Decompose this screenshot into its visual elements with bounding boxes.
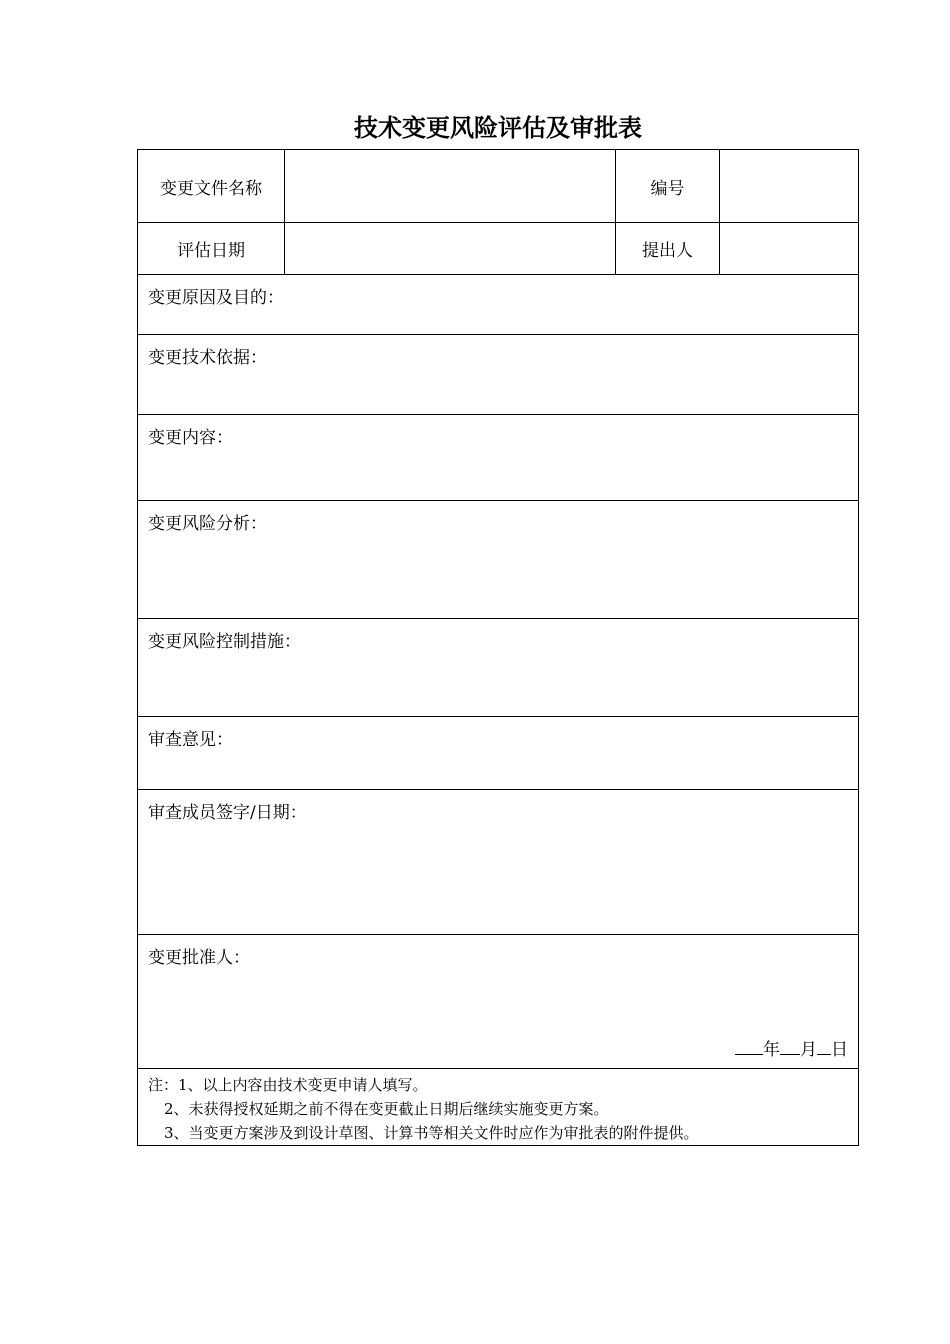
header-row-doc bbox=[138, 150, 859, 223]
month-label: 月 bbox=[800, 1040, 817, 1060]
content-field[interactable] bbox=[138, 415, 859, 501]
note-line-3: 3、当变更方案涉及到设计草图、计算书等相关文件时应作为审批表的附件提供。 bbox=[164, 1124, 699, 1142]
month-blank[interactable] bbox=[780, 1038, 800, 1055]
number-field[interactable] bbox=[720, 150, 859, 223]
risk-analysis-label: 变更风险分析： bbox=[148, 514, 267, 534]
review-opinion-row bbox=[138, 717, 859, 790]
basis-row bbox=[138, 335, 859, 415]
notes-row bbox=[138, 1069, 859, 1146]
day-blank[interactable] bbox=[817, 1038, 831, 1055]
risk-control-field[interactable] bbox=[138, 619, 859, 717]
basis-label: 变更技术依据： bbox=[148, 348, 267, 368]
content-row bbox=[138, 415, 859, 501]
proposer-field[interactable] bbox=[720, 223, 859, 275]
review-sign-field[interactable] bbox=[138, 790, 859, 935]
doc-name-label: 变更文件名称 bbox=[138, 150, 285, 223]
year-label: 年 bbox=[763, 1040, 780, 1060]
approval-date-line bbox=[735, 1035, 848, 1060]
risk-control-label: 变更风险控制措施： bbox=[148, 632, 301, 652]
content-label: 变更内容： bbox=[148, 428, 233, 448]
review-sign-row bbox=[138, 790, 859, 935]
proposer-label: 提出人 bbox=[616, 223, 720, 275]
reason-label: 变更原因及目的： bbox=[148, 288, 284, 308]
review-opinion-label: 审查意见： bbox=[148, 730, 233, 750]
risk-analysis-row bbox=[138, 501, 859, 619]
eval-date-field[interactable] bbox=[285, 223, 616, 275]
year-blank[interactable] bbox=[735, 1038, 763, 1055]
review-opinion-field[interactable] bbox=[138, 717, 859, 790]
note-line-2: 2、未获得授权延期之前不得在变更截止日期后继续实施变更方案。 bbox=[164, 1100, 609, 1118]
approver-row bbox=[138, 935, 859, 1069]
note-line-1: 注：1、以上内容由技术变更申请人填写。 bbox=[148, 1076, 428, 1094]
header-row-date bbox=[138, 223, 859, 275]
notes-cell bbox=[138, 1069, 859, 1146]
number-label: 编号 bbox=[616, 150, 720, 223]
day-label: 日 bbox=[831, 1040, 848, 1060]
basis-field[interactable] bbox=[138, 335, 859, 415]
form-title: 技术变更风险评估及审批表 bbox=[354, 113, 642, 142]
review-sign-label: 审查成员签字/日期： bbox=[148, 803, 307, 823]
doc-name-field[interactable] bbox=[285, 150, 616, 223]
eval-date-label: 评估日期 bbox=[138, 223, 285, 275]
reason-row bbox=[138, 275, 859, 335]
approver-label: 变更批准人： bbox=[148, 948, 250, 968]
approver-field[interactable] bbox=[138, 935, 859, 1069]
risk-analysis-field[interactable] bbox=[138, 501, 859, 619]
risk-control-row bbox=[138, 619, 859, 717]
approval-form-table bbox=[137, 149, 859, 1146]
reason-field[interactable] bbox=[138, 275, 859, 335]
